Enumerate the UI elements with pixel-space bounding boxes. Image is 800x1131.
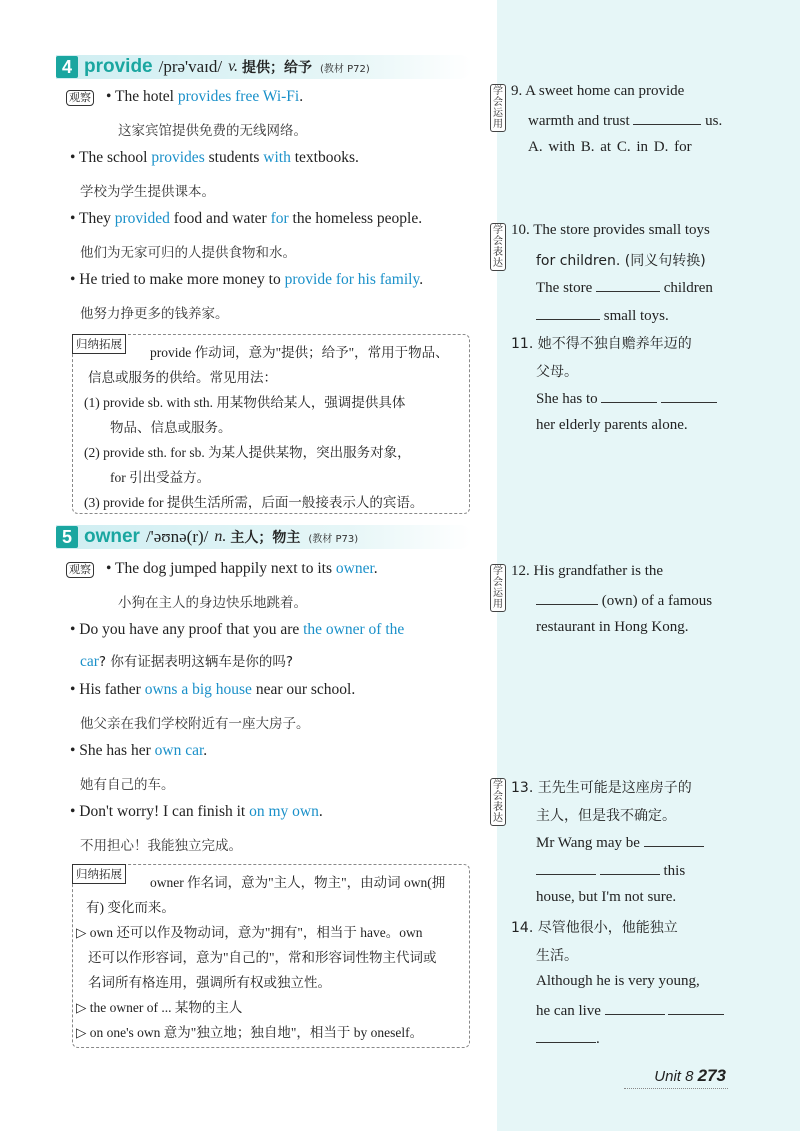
entry-number: 5 [56, 526, 78, 548]
example-translation: 学校为学生提供课本。 [80, 184, 215, 200]
meaning: 提供；给予 [242, 60, 313, 76]
answer-blank[interactable] [633, 111, 701, 125]
entry-header-provide [56, 55, 472, 79]
question-line: Mr Wang may be [536, 833, 704, 852]
summary-line: 物品、信息或服务。 [110, 420, 232, 435]
entry-header-owner [56, 525, 472, 549]
question-line: for children. (同义句转换) [536, 253, 706, 269]
example-sentence: • She has her own car. [70, 742, 208, 759]
page-number: 273 [697, 1066, 726, 1085]
summary-line: owner 作名词，意为"主人，物主"，由动词 own(拥 [150, 875, 446, 890]
textbook-ref: (教材 P72) [320, 63, 370, 75]
example-sentence: • Do you have any proof that you are the owner of the [70, 621, 405, 638]
answer-blank[interactable] [644, 833, 704, 847]
summary-line: (1) provide sb. with sth. 用某物供给某人，强调提供具体 [84, 395, 406, 410]
example-sentence: • The dog jumped happily next to its owner. [106, 560, 378, 577]
question-line: 生活。 [536, 948, 578, 964]
part-of-speech: n. [214, 528, 227, 545]
summary-line: ▷ the owner of ... 某物的主人 [76, 1000, 243, 1015]
summary-line: provide 作动词，意为"提供；给予"，常用于物品、 [150, 345, 449, 360]
answer-blank[interactable] [661, 389, 717, 403]
example-sentence: • They provided food and water for the homeless people. [70, 210, 423, 227]
example-translation: 这家宾馆提供免费的无线网络。 [118, 123, 307, 139]
example-translation: 他父亲在我们学校附近有一座大房子。 [80, 716, 310, 732]
headword: provide [84, 56, 153, 77]
question-line: he can live [536, 1001, 724, 1020]
question-line: (own) of a famous [536, 591, 712, 610]
question-line: this [536, 861, 685, 880]
question-line: . [536, 1029, 600, 1048]
part-of-speech: v. [228, 58, 239, 75]
question-line: restaurant in Hong Kong. [536, 619, 689, 635]
question-line: house, but I'm not sure. [536, 889, 677, 905]
unit-label: Unit 8 [654, 1068, 694, 1085]
question-line: warmth and trust us. [528, 113, 723, 129]
summary-line: 信息或服务的供给。常见用法： [88, 370, 277, 385]
example-sentence: • The school provides students with textbooks. [70, 149, 359, 166]
question-options: A. with B. at C. in D. for [528, 139, 692, 155]
page-footer [624, 1066, 728, 1089]
summary-line: (2) provide sth. for sb. 为某人提供某物，突出服务对象， [84, 445, 411, 460]
answer-blank[interactable] [668, 1001, 724, 1015]
answer-blank[interactable] [536, 591, 598, 605]
summary-line: 有) 变化而来。 [86, 900, 175, 915]
question-line: Although he is very young, [536, 973, 700, 989]
textbook-ref: (教材 P73) [308, 533, 359, 545]
example-translation: 不用担心！我能独立完成。 [80, 838, 242, 854]
question-12: 12. His grandfather is the [511, 563, 664, 579]
summary-line: 名词所有格连用，强调所有权或独立性。 [88, 975, 331, 990]
entry-number: 4 [56, 56, 78, 78]
example-translation: 小狗在主人的身边快乐地跳着。 [118, 595, 307, 611]
answer-blank[interactable] [596, 278, 660, 292]
example-sentence: • He tried to make more money to provide for his family. [70, 271, 424, 288]
question-line: her elderly parents alone. [536, 417, 688, 433]
summary-tag: 归纳拓展 [72, 334, 126, 354]
summary-line: ▷ on one's own 意为"独立地；独自地"，相当于 by oneself。 [76, 1025, 424, 1040]
question-10: 10. The store provides small toys [511, 222, 710, 238]
express-icon: 学会表达 [490, 778, 506, 826]
answer-blank[interactable] [536, 306, 600, 320]
example-sentence: • The hotel provides free Wi-Fi. [106, 88, 304, 105]
observe-tag: 观察 [66, 90, 94, 106]
example-sentence: • Don't worry! I can finish it on my own. [70, 803, 323, 820]
answer-blank[interactable] [536, 1029, 596, 1043]
example-sentence-continued: car? 你有证据表明这辆车是你的吗? [80, 653, 294, 670]
summary-line: for 引出受益方。 [110, 470, 211, 485]
example-translation: 他努力挣更多的钱养家。 [80, 306, 229, 322]
summary-line: 还可以作形容词，意为"自己的"，常和形容词性物主代词或 [88, 950, 437, 965]
example-translation: 她有自己的车。 [80, 777, 175, 793]
meaning: 主人；物主 [230, 530, 301, 546]
summary-tag: 归纳拓展 [72, 864, 126, 884]
phonetic: /'əʊnə(r)/ [145, 527, 209, 546]
summary-line: ▷ own 还可以作及物动词，意为"拥有"，相当于 have。own [76, 925, 423, 940]
answer-blank[interactable] [600, 861, 660, 875]
phonetic: /prə'vaɪd/ [158, 57, 223, 76]
practice-icon: 学会运用 [490, 84, 506, 132]
answer-blank[interactable] [605, 1001, 665, 1015]
question-line: The store children [536, 280, 713, 296]
express-icon: 学会表达 [490, 223, 506, 271]
question-9: 9. A sweet home can provide [511, 83, 685, 99]
question-13: 13. 王先生可能是这座房子的 [511, 780, 692, 796]
observe-tag: 观察 [66, 562, 94, 578]
example-sentence: • His father owns a big house near our school. [70, 681, 356, 698]
question-line: small toys. [536, 306, 669, 325]
question-line: She has to [536, 389, 717, 408]
answer-blank[interactable] [536, 861, 596, 875]
practice-icon: 学会运用 [490, 564, 506, 612]
example-translation: 他们为无家可归的人提供食物和水。 [80, 245, 296, 261]
summary-line: (3) provide for 提供生活所需，后面一般接表示人的宾语。 [84, 495, 424, 510]
question-11: 11. 她不得不独自赡养年迈的 [511, 336, 692, 352]
question-line: 主人，但是我不确定。 [536, 808, 676, 824]
question-14: 14. 尽管他很小，他能独立 [511, 920, 678, 936]
answer-blank[interactable] [601, 389, 657, 403]
headword: owner [84, 526, 140, 547]
question-line: 父母。 [536, 364, 578, 380]
